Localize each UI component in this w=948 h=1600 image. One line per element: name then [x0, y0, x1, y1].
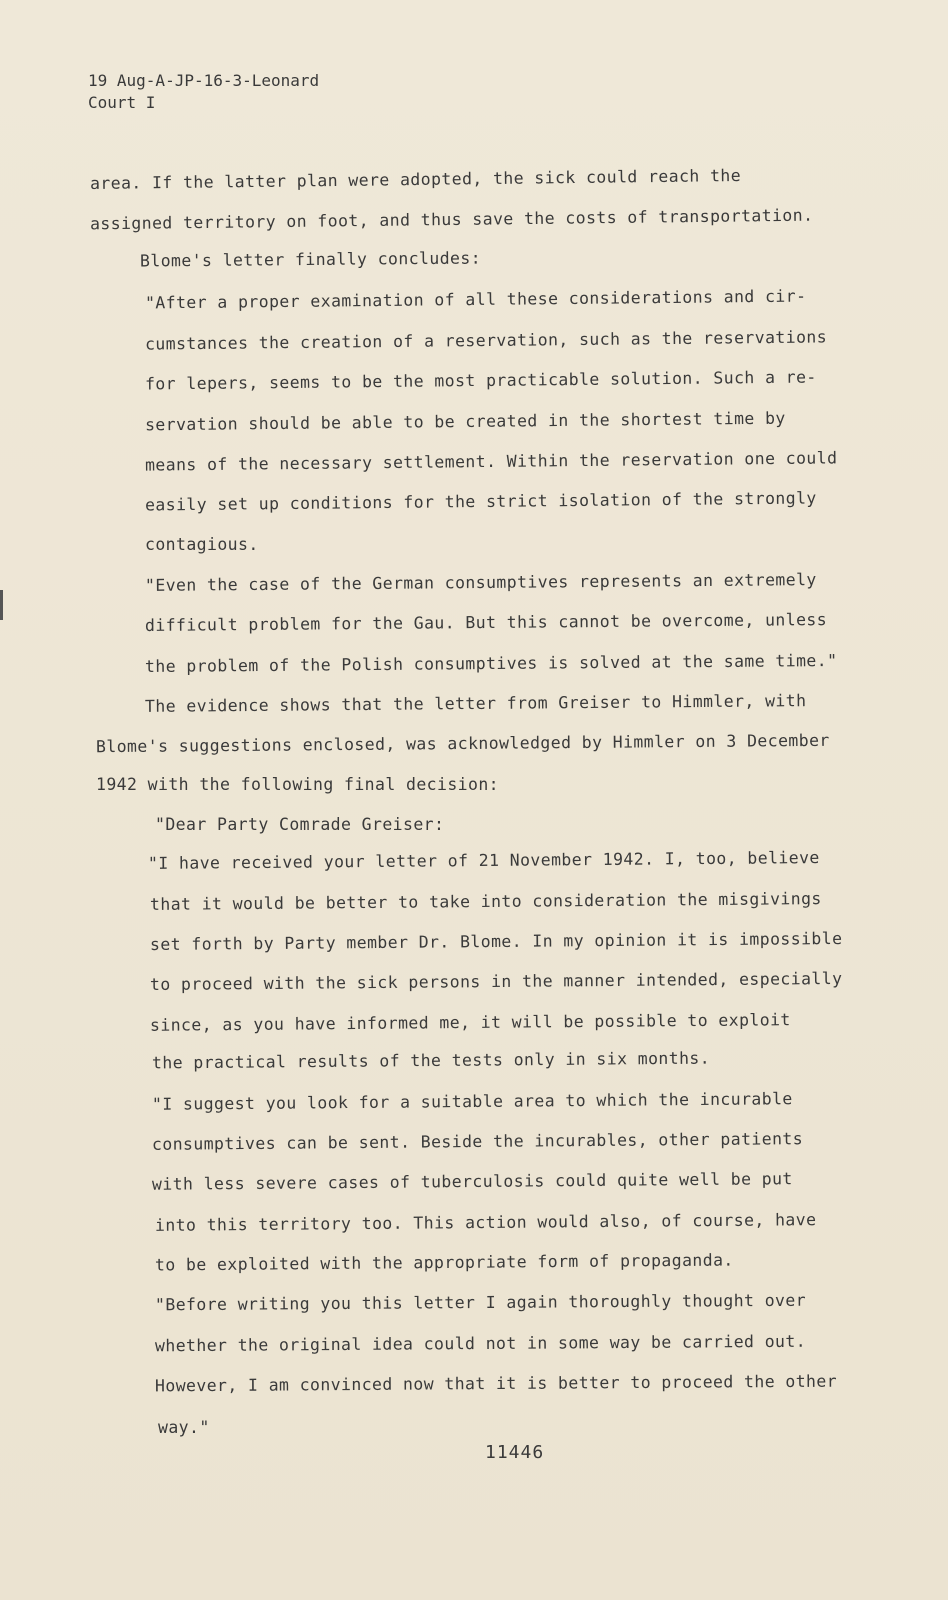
text-line: area. If the latter plan were adopted, the sick could reach the [89, 166, 742, 193]
text-line: to proceed with the sick persons in the manner intended, especially [149, 968, 843, 995]
text-line: However, I am convinced now that it is better to proceed the other [154, 1371, 838, 1396]
text-line: "Before writing you this letter I again thoroughly thought over [154, 1290, 807, 1315]
text-line: for lepers, seems to be the most practicable solution. Such a re- [144, 367, 817, 394]
text-line: since, as you have informed me, it will be possible to exploit [149, 1010, 791, 1035]
text-line: The evidence shows that the letter from Greiser to Himmler, with [144, 691, 807, 716]
text-line: the problem of the Polish consumptives is solved at the same time." [144, 650, 838, 677]
text-line: to be exploited with the appropriate form of propaganda. [154, 1250, 734, 1275]
text-line: assigned territory on foot, and thus save the costs of transportation. [89, 205, 814, 234]
text-line: into this territory too. This action would also, of course, have [154, 1210, 817, 1235]
header-line-2: Court I [88, 93, 156, 112]
text-line: "After a proper examination of all these considerations and cir- [144, 286, 807, 313]
text-line: "I suggest you look for a suitable area to which the incurable [151, 1089, 793, 1114]
text-line: way." [158, 1418, 210, 1437]
text-line: contagious. [145, 535, 259, 554]
text-line: whether the original idea could not in some way be carried out. [154, 1331, 807, 1356]
margin-mark [0, 590, 3, 620]
text-line: Blome's letter finally concludes: [139, 248, 482, 271]
text-line: Blome's suggestions enclosed, was acknowledged by Himmler on 3 December [95, 730, 830, 757]
text-line: "Even the case of the German consumptives represents an extremely [144, 570, 817, 595]
header-line-1: 19 Aug-A-JP-16-3-Leonard [88, 71, 320, 90]
text-line: servation should be able to be created in the shortest time by [144, 408, 786, 435]
text-line: "Dear Party Comrade Greiser: [155, 815, 445, 834]
page-number: 11446 [485, 1442, 545, 1463]
text-line: set forth by Party member Dr. Blome. In my opinion it is impossible [149, 928, 843, 955]
text-line: means of the necessary settlement. Within the reservation one could [144, 448, 838, 475]
page-header [88, 70, 319, 114]
text-line: that it would be better to take into consideration the misgivings [149, 889, 822, 914]
text-line: cumstances the creation of a reservation, such as the reservations [144, 327, 828, 354]
text-line: the practical results of the tests only in six months. [151, 1048, 711, 1073]
text-line: "I have received your letter of 21 November 1942. I, too, believe [147, 848, 820, 873]
text-line: easily set up conditions for the strict isolation of the strongly [144, 488, 817, 515]
text-line: with less severe cases of tuberculosis could quite well be put [151, 1169, 793, 1194]
text-line: difficult problem for the Gau. But this cannot be overcome, unless [144, 610, 828, 635]
text-line: consumptives can be sent. Beside the incurables, other patients [151, 1129, 804, 1154]
text-line: 1942 with the following final decision: [96, 775, 500, 794]
